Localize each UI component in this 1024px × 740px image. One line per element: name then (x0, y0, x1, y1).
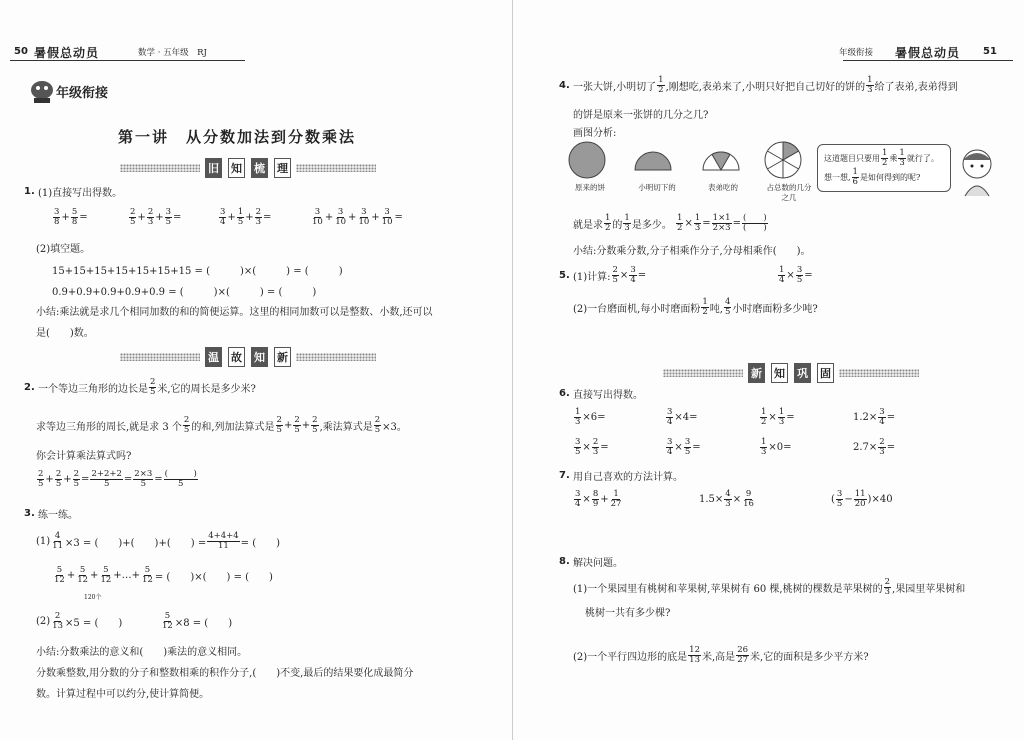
subject-label: 数学 · 五年级 RJ (138, 48, 207, 58)
q8-heading: 8. 解决问题。 (559, 556, 623, 569)
q5-a2: $\frac{1}{4}$ × $\frac{3}{5}$ = (779, 265, 813, 285)
brand-logo: 暑假总动员 (34, 46, 100, 60)
q3-b-count: 120个 (84, 594, 102, 601)
q5-b: (2)一台磨面机,每小时磨面粉 $\frac{1}{2}$ 吨, $\frac{4}{5}$ 小时磨面粉多少吨? (573, 297, 818, 317)
q6-4: 1.2× $\frac{3}{4}$ = (853, 407, 896, 427)
q3-heading: 3. 练一练。 (24, 508, 78, 521)
q1-heading: 1. (1)直接写出得数。 (24, 186, 123, 199)
q4-summary: 小结:分数乘分数,分子相乘作分子,分母相乘作( )。 (573, 246, 811, 257)
shape-whole: 原来的饼 (567, 140, 613, 193)
shape-half: 小明切下的 (631, 140, 683, 193)
q3-b: $\frac{5}{12}$ + $\frac{5}{12}$ + $\frac{5}{12}$ +…+ $\frac{5}{12}$ = ( )×( ) = ( ) (54, 565, 273, 585)
divided-pie-icon (763, 140, 803, 180)
q6-heading: 6. 直接写出得数。 (559, 388, 643, 401)
brand-logo: 暑假总动员 (895, 46, 961, 60)
q3-d: $\frac{5}{12}$ ×8 = ( ) (162, 611, 233, 631)
shape-third: 表弟吃的 (699, 140, 747, 193)
q3-c: (2) $\frac{2}{13}$ ×5 = ( ) (36, 611, 123, 631)
q4-line1: 4. 一张大饼,小明切了 $\frac{1}{2}$ ,刚想吃,表弟来了,小明只好把自己切好的饼的 $\frac{1}{3}$ 给了表弟,表弟得到 (559, 75, 958, 95)
q6-7: $\frac{1}{3}$ ×0= (761, 437, 792, 457)
q4-line2: 的饼是原来一张饼的几分之几? (573, 110, 709, 121)
q1-item-c: $\frac{3}{4}$ + $\frac{1}{5}$ + $\frac{2}{3}$ = (220, 207, 272, 227)
q8-a-line2: 桃树一共有多少棵? (585, 608, 671, 619)
q2-explain: 求等边三角形的周长,就是求 3 个 $\frac{2}{5}$ 的和,列加法算式是 $\frac{2}{5}$ + $\frac{2}{5}$ + $\frac{2}{5}$ ,乘法算式是 $\frac{2}{5}$ ×3。 (36, 415, 407, 435)
q7-heading: 7. 用自己喜欢的方法计算。 (559, 470, 683, 483)
q1-item-d: $\frac{3}{10}$ + $\frac{3}{10}$ + $\frac{3}{10}$ + $\frac{3}{10}$ = (312, 207, 403, 227)
subject-label: 年级衔接 (839, 48, 874, 58)
q6-8: 2.7× $\frac{2}{3}$ = (853, 437, 896, 457)
q2-ask: 你会计算乘法算式吗? (36, 451, 132, 462)
q1-summary2: 是( )数。 (36, 328, 94, 339)
sixth-pie-icon (699, 140, 743, 180)
banner-warmup: 温 故 知 新 (120, 347, 376, 367)
q3-summary1: 小结:分数乘法的意义和( )乘法的意义相同。 (36, 647, 248, 658)
cartoon-icon (30, 74, 54, 104)
q1-line2: 0.9+0.9+0.9+0.9+0.9 = ( )×( ) = ( ) (52, 287, 317, 298)
q2-calc: $\frac{2}{5}$ + $\frac{2}{5}$ + $\frac{2}{5}$ = $\frac{2+2+2}{5}$ = $\frac{2\times 3}{5}$ = $\frac{( )}{5}$ (38, 469, 197, 489)
q1-item-a: $\frac{3}{8}$ + $\frac{5}{8}$ = (54, 207, 88, 227)
q1-line1: 15+15+15+15+15+15+15 = ( )×( ) = ( ) (52, 266, 343, 277)
q6-5: $\frac{3}{5}$ × $\frac{2}{3}$ = (575, 437, 609, 457)
page-number: 51 (983, 46, 997, 57)
q5-a: 5. (1)计算: $\frac{2}{5}$ × $\frac{3}{4}$ = (559, 265, 647, 285)
lecture-title: 第一讲 从分数加法到分数乘法 (118, 128, 357, 146)
q3-a: (1) $\frac{4}{11}$ ×3 = ( )+( )+( ) = $\frac{4+4+4}{11}$ = ( ) (36, 531, 281, 551)
section-tag-label: 年级衔接 (56, 86, 109, 101)
q7-a: $\frac{3}{4}$ × $\frac{8}{9}$ + $\frac{1}{27}$ (575, 489, 622, 509)
q8-a-line1: (1)一个果园里有桃树和苹果树,苹果树有 60 棵,桃树的棵数是苹果树的 $\frac{2}{3}$ ,果园里苹果树和 (573, 577, 966, 597)
q1-summary1: 小结:乘法就是求几个相同加数的和的简便运算。这里的相同加数可以是整数、小数,还可以 (36, 307, 433, 318)
q1-item-b: $\frac{2}{5}$ + $\frac{2}{3}$ + $\frac{3}{5}$ = (130, 207, 182, 227)
page-number: 50 (14, 46, 28, 57)
q3-summary2: 分数乘整数,用分数的分子和整数相乘的积作分子,( )不变,最后的结果要化成最简分 (36, 668, 414, 679)
q3-summary3: 数。计算过程中可以约分,使计算简便。 (36, 689, 210, 700)
q4-line4: 就是求 $\frac{1}{2}$ 的 $\frac{1}{3}$ 是多少。 $\frac{1}{2}$ × $\frac{1}{3}$ = $\frac{1\times 1}{2\times 3}$ = $\frac{( )}{( )}$ (573, 213, 767, 233)
q2-heading: 2. 一个等边三角形的边长是 $\frac{2}{5}$ 米,它的周长是多少米? (24, 377, 256, 397)
q8-b: (2)一个平行四边形的底是 $\frac{12}{13}$ 米,高是 $\frac{26}{27}$ 米,它的面积是多少平方米? (573, 645, 869, 665)
section-tag (30, 74, 130, 104)
half-pie-icon (631, 140, 675, 180)
q7-b: 1.5× $\frac{4}{3}$ × $\frac{9}{16}$ (699, 489, 754, 509)
q4-line3: 画图分析: (573, 128, 617, 139)
q6-1: $\frac{1}{3}$ ×6= (575, 407, 606, 427)
hint-bubble: 这道题目只要用 $\frac{1}{2}$ 乘 $\frac{1}{3}$ 就行了。 想一想, $\frac{1}{6}$ 是如何得到的呢? (817, 144, 951, 192)
banner-consolidate: 新 知 巩 固 (663, 363, 919, 383)
right-page (512, 0, 1024, 740)
q1-part2: (2)填空题。 (36, 244, 91, 255)
whole-pie-icon (567, 140, 607, 180)
q6-3: $\frac{1}{2}$ × $\frac{1}{3}$ = (761, 407, 795, 427)
q6-6: $\frac{3}{4}$ × $\frac{3}{5}$ = (667, 437, 701, 457)
q6-2: $\frac{3}{4}$ ×4= (667, 407, 698, 427)
banner-review: 旧 知 梳 理 (120, 158, 376, 178)
q7-c: ( $\frac{3}{5}$ − $\frac{11}{20}$ )×40 (831, 489, 893, 509)
student-avatar-icon (957, 146, 997, 198)
shape-fraction: 占总数的几分之几 (763, 140, 815, 203)
